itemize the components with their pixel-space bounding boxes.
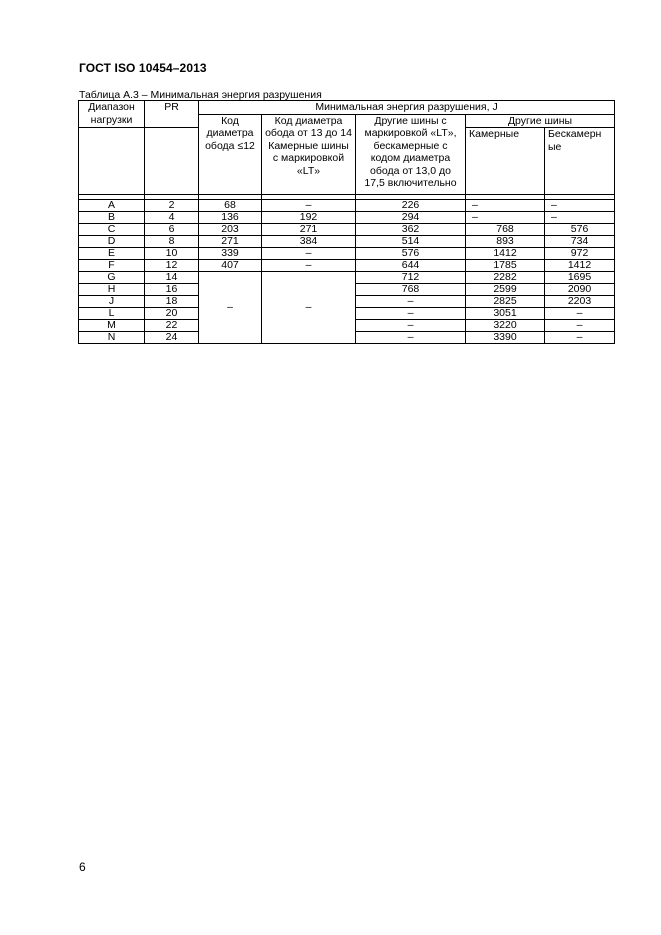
header-code-13-14: Код диаметра обода от 13 до 14 Камерные шины с маркировкой «LT» (262, 114, 356, 195)
cell-tube: 1785 (466, 260, 545, 272)
cell-other-lt: – (356, 320, 466, 332)
cell-tube: 768 (466, 224, 545, 236)
header-pr: PR (145, 101, 199, 128)
cell-pr: 18 (145, 296, 199, 308)
cell-other-lt: 514 (356, 236, 466, 248)
header-row-1 (79, 101, 615, 115)
cell-tubeless: – (545, 320, 615, 332)
cell-load-range: H (79, 284, 145, 296)
cell-pr: 10 (145, 248, 199, 260)
cell-code-13-14: 271 (262, 224, 356, 236)
cell-load-range: C (79, 224, 145, 236)
cell-code-le12: 203 (199, 224, 262, 236)
table-caption: Таблица А.3 – Минимальная энергия разрушения (79, 89, 322, 101)
cell-load-range: J (79, 296, 145, 308)
cell-load-range: M (79, 320, 145, 332)
cell-load-range: E (79, 248, 145, 260)
cell-tube: – (466, 212, 545, 224)
cell-load-range: G (79, 272, 145, 284)
cell-tube: 2825 (466, 296, 545, 308)
cell-tube: 2282 (466, 272, 545, 284)
cell-code-13-14: 384 (262, 236, 356, 248)
cell-code-13-14: – (262, 200, 356, 212)
cell-pr: 16 (145, 284, 199, 296)
table-row (79, 236, 615, 248)
cell-code-le12: 136 (199, 212, 262, 224)
cell-code-le12: 68 (199, 200, 262, 212)
cell-tubeless: 576 (545, 224, 615, 236)
cell-pr: 22 (145, 320, 199, 332)
cell-other-lt: 226 (356, 200, 466, 212)
cell-load-range: D (79, 236, 145, 248)
cell-code-13-14: – (262, 260, 356, 272)
header-tubeless: Бескамерн ые (545, 128, 615, 195)
table-row (79, 272, 615, 284)
cell-code-le12: 339 (199, 248, 262, 260)
cell-code-le12: 271 (199, 236, 262, 248)
header-other-tires: Другие шины (466, 114, 615, 128)
header-tube: Камерные (466, 128, 545, 195)
cell-tubeless: 1695 (545, 272, 615, 284)
cell-tube: – (466, 200, 545, 212)
table-row (79, 212, 615, 224)
header-code-le12: Код диаметра обода ≤12 (199, 114, 262, 195)
cell-other-lt: – (356, 308, 466, 320)
page-number: 6 (79, 860, 86, 874)
cell-other-lt: 576 (356, 248, 466, 260)
cell-tubeless: – (545, 332, 615, 344)
cell-tube: 3051 (466, 308, 545, 320)
header-min-energy: Минимальная энергия разрушения, J (199, 101, 615, 115)
table-row (79, 260, 615, 272)
cell-tubeless: – (545, 308, 615, 320)
cell-other-lt: – (356, 332, 466, 344)
cell-code-13-14-merged: – (262, 272, 356, 344)
cell-other-lt: 712 (356, 272, 466, 284)
cell-tubeless: 734 (545, 236, 615, 248)
cell-tube: 1412 (466, 248, 545, 260)
cell-load-range: N (79, 332, 145, 344)
cell-code-le12-merged: – (199, 272, 262, 344)
cell-other-lt: 362 (356, 224, 466, 236)
cell-other-lt: – (356, 296, 466, 308)
cell-code-13-14: – (262, 248, 356, 260)
cell-pr: 6 (145, 224, 199, 236)
cell-pr: 12 (145, 260, 199, 272)
cell-tubeless: – (545, 212, 615, 224)
cell-pr: 24 (145, 332, 199, 344)
document-header: ГОСТ ISO 10454–2013 (79, 61, 207, 75)
cell-other-lt: 294 (356, 212, 466, 224)
header-load-range: Диапазон нагрузки (79, 101, 145, 128)
cell-tube: 3220 (466, 320, 545, 332)
header-other-lt: Другие шины с маркировкой «LT», бескамерные с кодом диаметра обода от 13,0 до 17,5 включительно (356, 114, 466, 195)
cell-other-lt: 768 (356, 284, 466, 296)
cell-pr: 4 (145, 212, 199, 224)
cell-tubeless: 2090 (545, 284, 615, 296)
cell-tube: 893 (466, 236, 545, 248)
table-row (79, 248, 615, 260)
cell-code-le12: 407 (199, 260, 262, 272)
cell-tube: 2599 (466, 284, 545, 296)
cell-load-range: A (79, 200, 145, 212)
cell-tubeless: 2203 (545, 296, 615, 308)
cell-pr: 20 (145, 308, 199, 320)
cell-code-13-14: 192 (262, 212, 356, 224)
cell-other-lt: 644 (356, 260, 466, 272)
cell-tubeless: 1412 (545, 260, 615, 272)
cell-load-range: L (79, 308, 145, 320)
energy-table (78, 100, 615, 344)
cell-load-range: F (79, 260, 145, 272)
cell-tubeless: – (545, 200, 615, 212)
table-row (79, 200, 615, 212)
cell-tubeless: 972 (545, 248, 615, 260)
cell-pr: 14 (145, 272, 199, 284)
cell-tube: 3390 (466, 332, 545, 344)
cell-pr: 8 (145, 236, 199, 248)
cell-load-range: B (79, 212, 145, 224)
cell-pr: 2 (145, 200, 199, 212)
table-row (79, 224, 615, 236)
